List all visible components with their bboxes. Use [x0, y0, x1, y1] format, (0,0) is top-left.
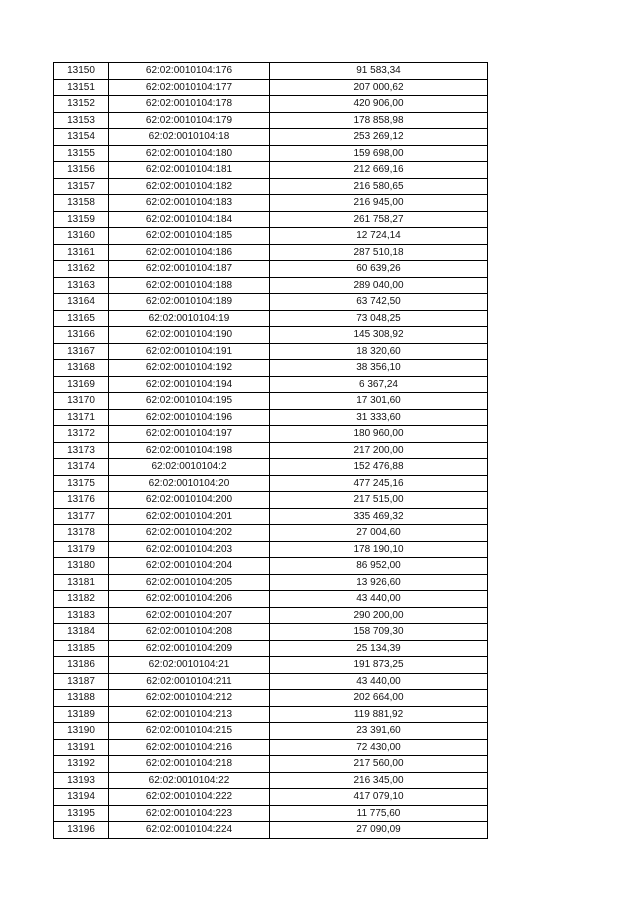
row-number-cell: 13177	[54, 508, 109, 525]
table-row	[54, 96, 488, 113]
table-row	[54, 459, 488, 476]
table-row	[54, 673, 488, 690]
cadastral-value-cell: 38 356,10	[270, 360, 488, 377]
row-number-cell: 13180	[54, 558, 109, 575]
row-number-cell: 13193	[54, 772, 109, 789]
cadastral-value-cell: 202 664,00	[270, 690, 488, 707]
table-row	[54, 426, 488, 443]
cadastral-number-cell: 62:02:0010104:185	[109, 228, 270, 245]
cadastral-number-cell: 62:02:0010104:205	[109, 574, 270, 591]
row-number-cell: 13196	[54, 822, 109, 839]
cadastral-value-cell: 86 952,00	[270, 558, 488, 575]
table-row	[54, 558, 488, 575]
row-number-cell: 13154	[54, 129, 109, 146]
row-number-cell: 13169	[54, 376, 109, 393]
cadastral-number-cell: 62:02:0010104:187	[109, 261, 270, 278]
cadastral-number-cell: 62:02:0010104:188	[109, 277, 270, 294]
cadastral-number-cell: 62:02:0010104:20	[109, 475, 270, 492]
cadastral-number-cell: 62:02:0010104:191	[109, 343, 270, 360]
table-row	[54, 360, 488, 377]
table-row	[54, 657, 488, 674]
cadastral-number-cell: 62:02:0010104:180	[109, 145, 270, 162]
cadastral-value-cell: 417 079,10	[270, 789, 488, 806]
cadastral-value-cell: 178 190,10	[270, 541, 488, 558]
table-row	[54, 79, 488, 96]
table-row	[54, 343, 488, 360]
table-row	[54, 244, 488, 261]
cadastral-value-cell: 477 245,16	[270, 475, 488, 492]
row-number-cell: 13187	[54, 673, 109, 690]
row-number-cell: 13194	[54, 789, 109, 806]
cadastral-value-cell: 253 269,12	[270, 129, 488, 146]
cadastral-number-cell: 62:02:0010104:179	[109, 112, 270, 129]
cadastral-number-cell: 62:02:0010104:208	[109, 624, 270, 641]
cadastral-value-cell: 191 873,25	[270, 657, 488, 674]
cadastral-number-cell: 62:02:0010104:176	[109, 63, 270, 80]
row-number-cell: 13182	[54, 591, 109, 608]
cadastral-value-cell: 290 200,00	[270, 607, 488, 624]
table-row	[54, 492, 488, 509]
table-row	[54, 129, 488, 146]
table-row	[54, 541, 488, 558]
cadastral-number-cell: 62:02:0010104:178	[109, 96, 270, 113]
row-number-cell: 13168	[54, 360, 109, 377]
cadastral-number-cell: 62:02:0010104:224	[109, 822, 270, 839]
cadastral-number-cell: 62:02:0010104:206	[109, 591, 270, 608]
cadastral-number-cell: 62:02:0010104:200	[109, 492, 270, 509]
cadastral-number-cell: 62:02:0010104:195	[109, 393, 270, 410]
cadastral-value-cell: 217 560,00	[270, 756, 488, 773]
cadastral-value-cell: 180 960,00	[270, 426, 488, 443]
row-number-cell: 13179	[54, 541, 109, 558]
table-row	[54, 574, 488, 591]
row-number-cell: 13162	[54, 261, 109, 278]
cadastral-value-cell: 60 639,26	[270, 261, 488, 278]
cadastral-number-cell: 62:02:0010104:203	[109, 541, 270, 558]
cadastral-number-cell: 62:02:0010104:223	[109, 805, 270, 822]
cadastral-value-cell: 216 945,00	[270, 195, 488, 212]
table-row	[54, 772, 488, 789]
cadastral-value-cell: 43 440,00	[270, 673, 488, 690]
table-row	[54, 624, 488, 641]
cadastral-number-cell: 62:02:0010104:207	[109, 607, 270, 624]
row-number-cell: 13189	[54, 706, 109, 723]
cadastral-value-cell: 27 004,60	[270, 525, 488, 542]
cadastral-value-cell: 13 926,60	[270, 574, 488, 591]
table-row	[54, 112, 488, 129]
cadastral-number-cell: 62:02:0010104:181	[109, 162, 270, 179]
row-number-cell: 13183	[54, 607, 109, 624]
table-row	[54, 393, 488, 410]
table-row	[54, 63, 488, 80]
row-number-cell: 13170	[54, 393, 109, 410]
table-row	[54, 310, 488, 327]
cadastral-value-cell: 63 742,50	[270, 294, 488, 311]
cadastral-number-cell: 62:02:0010104:189	[109, 294, 270, 311]
cadastral-number-cell: 62:02:0010104:177	[109, 79, 270, 96]
row-number-cell: 13161	[54, 244, 109, 261]
table-row	[54, 261, 488, 278]
cadastral-number-cell: 62:02:0010104:204	[109, 558, 270, 575]
row-number-cell: 13173	[54, 442, 109, 459]
table-row	[54, 409, 488, 426]
cadastral-value-cell: 43 440,00	[270, 591, 488, 608]
cadastral-value-cell: 216 345,00	[270, 772, 488, 789]
cadastral-number-cell: 62:02:0010104:196	[109, 409, 270, 426]
cadastral-number-cell: 62:02:0010104:198	[109, 442, 270, 459]
cadastral-number-cell: 62:02:0010104:182	[109, 178, 270, 195]
row-number-cell: 13155	[54, 145, 109, 162]
row-number-cell: 13167	[54, 343, 109, 360]
row-number-cell: 13171	[54, 409, 109, 426]
cadastral-value-cell: 420 906,00	[270, 96, 488, 113]
table-row	[54, 789, 488, 806]
row-number-cell: 13195	[54, 805, 109, 822]
row-number-cell: 13157	[54, 178, 109, 195]
table-row	[54, 690, 488, 707]
table-row	[54, 607, 488, 624]
table-body	[54, 63, 488, 839]
cadastral-value-cell: 18 320,60	[270, 343, 488, 360]
table-row	[54, 162, 488, 179]
table-row	[54, 294, 488, 311]
cadastral-number-cell: 62:02:0010104:186	[109, 244, 270, 261]
row-number-cell: 13191	[54, 739, 109, 756]
cadastral-value-cell: 27 090,09	[270, 822, 488, 839]
cadastral-value-cell: 207 000,62	[270, 79, 488, 96]
cadastral-number-cell: 62:02:0010104:21	[109, 657, 270, 674]
row-number-cell: 13159	[54, 211, 109, 228]
row-number-cell: 13158	[54, 195, 109, 212]
row-number-cell: 13163	[54, 277, 109, 294]
table-row	[54, 822, 488, 839]
table-row	[54, 145, 488, 162]
cadastral-value-cell: 159 698,00	[270, 145, 488, 162]
row-number-cell: 13150	[54, 63, 109, 80]
cadastral-value-cell: 31 333,60	[270, 409, 488, 426]
table-row	[54, 327, 488, 344]
row-number-cell: 13192	[54, 756, 109, 773]
cadastral-value-cell: 152 476,88	[270, 459, 488, 476]
row-number-cell: 13160	[54, 228, 109, 245]
table-row	[54, 739, 488, 756]
table-row	[54, 442, 488, 459]
cadastral-value-cell: 72 430,00	[270, 739, 488, 756]
row-number-cell: 13176	[54, 492, 109, 509]
cadastral-value-cell: 216 580,65	[270, 178, 488, 195]
table-row	[54, 376, 488, 393]
row-number-cell: 13188	[54, 690, 109, 707]
row-number-cell: 13172	[54, 426, 109, 443]
table-row	[54, 723, 488, 740]
table-row	[54, 525, 488, 542]
cadastral-number-cell: 62:02:0010104:213	[109, 706, 270, 723]
row-number-cell: 13151	[54, 79, 109, 96]
cadastral-value-cell: 145 308,92	[270, 327, 488, 344]
row-number-cell: 13166	[54, 327, 109, 344]
cadastral-number-cell: 62:02:0010104:215	[109, 723, 270, 740]
table-row	[54, 195, 488, 212]
row-number-cell: 13156	[54, 162, 109, 179]
cadastral-value-cell: 158 709,30	[270, 624, 488, 641]
row-number-cell: 13164	[54, 294, 109, 311]
cadastral-value-cell: 23 391,60	[270, 723, 488, 740]
cadastral-value-cell: 6 367,24	[270, 376, 488, 393]
table-row	[54, 756, 488, 773]
table-row	[54, 178, 488, 195]
cadastral-number-cell: 62:02:0010104:184	[109, 211, 270, 228]
row-number-cell: 13178	[54, 525, 109, 542]
cadastral-value-cell: 287 510,18	[270, 244, 488, 261]
row-number-cell: 13153	[54, 112, 109, 129]
cadastral-number-cell: 62:02:0010104:216	[109, 739, 270, 756]
cadastral-value-cell: 217 515,00	[270, 492, 488, 509]
cadastral-number-cell: 62:02:0010104:222	[109, 789, 270, 806]
cadastral-value-cell: 12 724,14	[270, 228, 488, 245]
cadastral-value-cell: 119 881,92	[270, 706, 488, 723]
table-row	[54, 805, 488, 822]
cadastral-value-cell: 11 775,60	[270, 805, 488, 822]
cadastral-value-cell: 17 301,60	[270, 393, 488, 410]
cadastral-number-cell: 62:02:0010104:2	[109, 459, 270, 476]
table-row	[54, 706, 488, 723]
row-number-cell: 13152	[54, 96, 109, 113]
cadastral-number-cell: 62:02:0010104:212	[109, 690, 270, 707]
row-number-cell: 13165	[54, 310, 109, 327]
table-row	[54, 640, 488, 657]
cadastral-number-cell: 62:02:0010104:211	[109, 673, 270, 690]
cadastral-number-cell: 62:02:0010104:209	[109, 640, 270, 657]
cadastral-number-cell: 62:02:0010104:194	[109, 376, 270, 393]
cadastral-value-cell: 289 040,00	[270, 277, 488, 294]
row-number-cell: 13190	[54, 723, 109, 740]
row-number-cell: 13174	[54, 459, 109, 476]
cadastral-value-cell: 25 134,39	[270, 640, 488, 657]
cadastral-value-cell: 178 858,98	[270, 112, 488, 129]
cadastral-number-cell: 62:02:0010104:202	[109, 525, 270, 542]
cadastral-number-cell: 62:02:0010104:197	[109, 426, 270, 443]
table-row	[54, 277, 488, 294]
row-number-cell: 13184	[54, 624, 109, 641]
table-row	[54, 475, 488, 492]
cadastral-value-table	[53, 62, 488, 839]
row-number-cell: 13175	[54, 475, 109, 492]
table-row	[54, 211, 488, 228]
cadastral-value-cell: 212 669,16	[270, 162, 488, 179]
row-number-cell: 13185	[54, 640, 109, 657]
table-row	[54, 508, 488, 525]
cadastral-number-cell: 62:02:0010104:19	[109, 310, 270, 327]
cadastral-value-cell: 335 469,32	[270, 508, 488, 525]
cadastral-number-cell: 62:02:0010104:22	[109, 772, 270, 789]
cadastral-value-cell: 91 583,34	[270, 63, 488, 80]
cadastral-number-cell: 62:02:0010104:192	[109, 360, 270, 377]
cadastral-value-cell: 73 048,25	[270, 310, 488, 327]
cadastral-number-cell: 62:02:0010104:183	[109, 195, 270, 212]
cadastral-number-cell: 62:02:0010104:201	[109, 508, 270, 525]
cadastral-number-cell: 62:02:0010104:18	[109, 129, 270, 146]
row-number-cell: 13186	[54, 657, 109, 674]
cadastral-number-cell: 62:02:0010104:218	[109, 756, 270, 773]
table-row	[54, 591, 488, 608]
cadastral-value-cell: 261 758,27	[270, 211, 488, 228]
table-row	[54, 228, 488, 245]
cadastral-number-cell: 62:02:0010104:190	[109, 327, 270, 344]
row-number-cell: 13181	[54, 574, 109, 591]
cadastral-value-cell: 217 200,00	[270, 442, 488, 459]
